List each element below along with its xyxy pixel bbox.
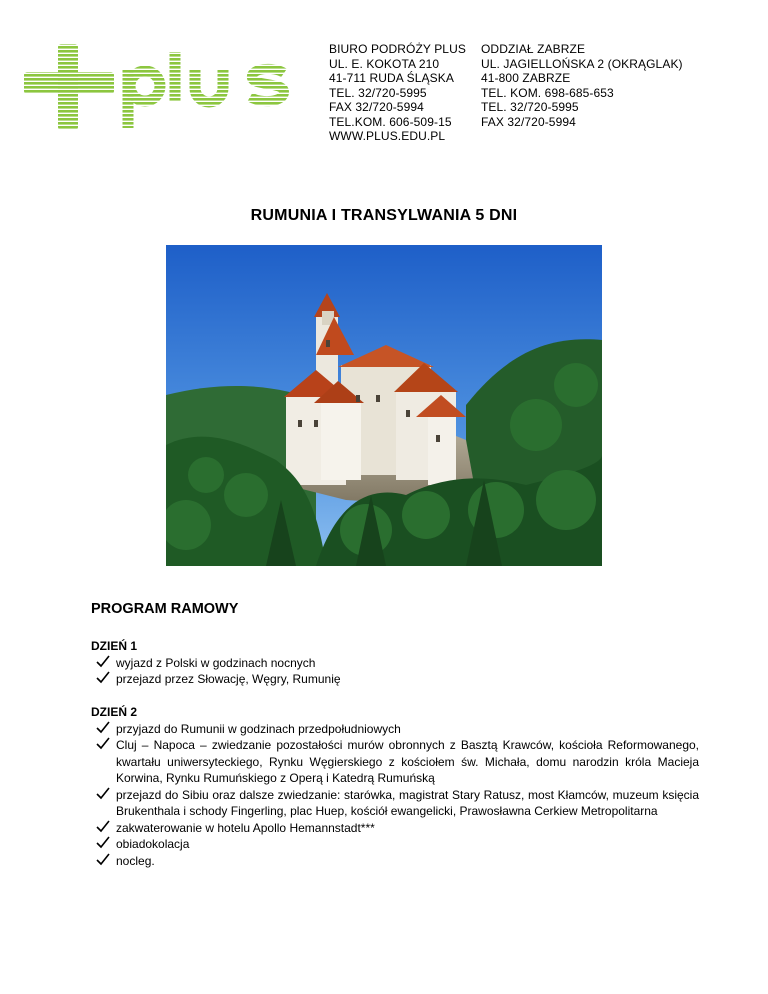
- checkmark-icon: [96, 737, 110, 751]
- checkmark-icon: [96, 671, 110, 685]
- list-item-text: przejazd przez Słowację, Węgry, Rumunię: [116, 672, 341, 686]
- address-line: BIURO PODRÓŻY PLUS: [329, 42, 466, 56]
- list-item-text: nocleg.: [116, 853, 155, 868]
- address-line: ODDZIAŁ ZABRZE: [481, 42, 586, 56]
- letter-u: [195, 70, 223, 102]
- list-item: [91, 836, 699, 853]
- program-heading: PROGRAM RAMOWY: [91, 601, 239, 617]
- list-item-text: wyjazd z Polski w godzinach nocnych: [116, 655, 316, 670]
- website-link[interactable]: WWW.PLUS.EDU.PL: [329, 129, 446, 143]
- list-item: [91, 787, 699, 820]
- address-line: TEL. 32/720-5995: [481, 100, 579, 114]
- checkmark-icon: [96, 836, 110, 850]
- list-item: [91, 820, 699, 837]
- checkmark-icon: [96, 721, 110, 735]
- checkmark-icon: [96, 787, 110, 801]
- plus-logo: [22, 42, 292, 132]
- address-line: TEL.KOM. 606-509-15: [329, 114, 452, 129]
- day-title: DZIEŃ 1: [91, 639, 138, 653]
- list-item-text: zakwaterowanie w hotelu Apollo Hemannstadt***: [116, 820, 375, 835]
- list-item-text: Cluj – Napoca – zwiedzanie pozostałości murów obronnych z Basztą Krawców, kościoła Reformowanego, kwartału uniwersyteckiego, Rynku Węgierskiego z kościołem św. Michała, domu narodzin króla Macieja Korwina, Rynku Rumuńskiego z Operą i Katedrą Rumuńską: [116, 738, 699, 785]
- checkmark-icon: [96, 655, 110, 669]
- plus-logo-graphic: [22, 42, 292, 132]
- list-item: [91, 671, 699, 688]
- address-line: UL. JAGIELLOŃSKA 2 (OKRĄGLAK): [481, 56, 683, 71]
- address-line: TEL. KOM. 698-685-653: [481, 85, 614, 100]
- day-1-section: [91, 638, 699, 688]
- list-item-text: przejazd do Sibiu oraz dalsze zwiedzanie: starówka, magistrat Stary Ratusz, most Kłamców, muzeum księcia Brukenthala i schody Fingerling, plac Huep, kościół ewangelicki, Prawosławna Cerkiew Metropolitarna: [116, 787, 699, 818]
- castle-illustration: [166, 245, 602, 566]
- address-line: FAX 32/720-5994: [481, 114, 576, 129]
- cross-horizontal-bar: [24, 72, 114, 94]
- branch-office-address: [481, 42, 683, 129]
- day-2-section: [91, 704, 699, 869]
- list-item-text: przyjazd do Rumunii w godzinach przedpołudniowych: [116, 721, 401, 736]
- address-line: 41-800 ZABRZE: [481, 71, 571, 85]
- page-title: RUMUNIA I TRANSYLWANIA 5 DNI: [250, 207, 518, 224]
- list-item-text: obiadokolacja: [116, 837, 190, 851]
- address-line: 41-711 RUDA ŚLĄSKA: [329, 71, 454, 85]
- checkmark-icon: [96, 853, 110, 867]
- list-item: [91, 853, 699, 870]
- address-line: UL. E. KOKOTA 210: [329, 56, 440, 71]
- letter-p: [128, 70, 160, 128]
- list-item: [91, 721, 699, 738]
- day-title: DZIEŃ 2: [91, 705, 138, 719]
- letter-s: [250, 69, 284, 101]
- list-item: [91, 655, 699, 672]
- castle-photo: [166, 245, 602, 566]
- address-line: FAX 32/720-5994: [329, 100, 424, 114]
- head-office-address: [329, 42, 466, 144]
- list-item: [91, 737, 699, 787]
- address-line: TEL. 32/720-5995: [329, 85, 427, 100]
- checkmark-icon: [96, 820, 110, 834]
